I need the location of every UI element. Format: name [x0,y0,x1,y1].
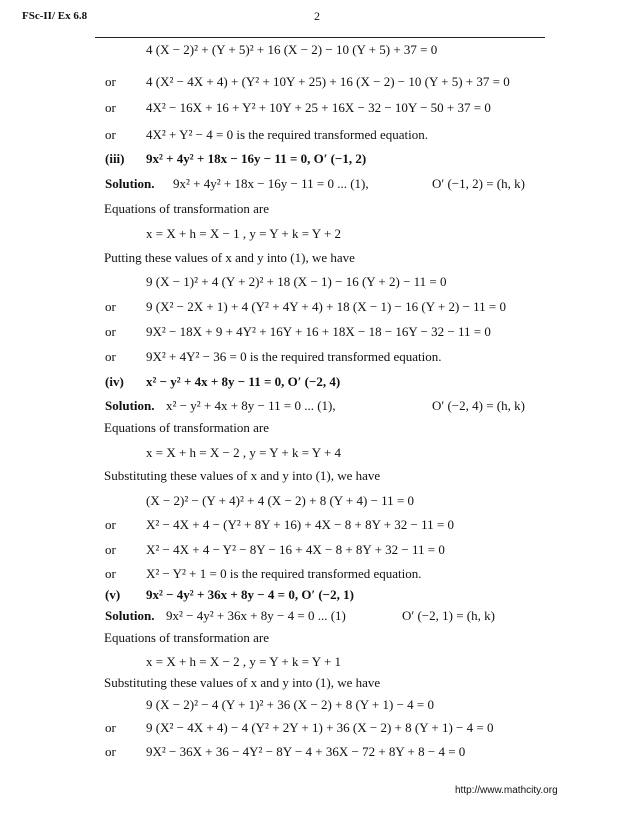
page-number: 2 [314,9,320,23]
origin-point: O′ (−1, 2) = (h, k) [432,176,525,191]
body-text: Equations of transformation are [104,420,269,435]
equation-text: 9 (X − 1)² + 4 (Y + 2)² + 18 (X − 1) − 16 (Y + 2) − 11 = 0 [146,274,447,289]
equation-text: x = X + h = X − 2 , y = Y + k = Y + 4 [146,445,342,460]
problem-statement: x² − y² + 4x + 8y − 11 = 0, O′ (−2, 4) [146,374,341,389]
solution-label: Solution. [105,176,155,191]
equation-text: X² − Y² + 1 = 0 is the required transformed equation. [146,566,422,581]
line-label: or [105,349,116,364]
problem-number: (iv) [105,374,124,389]
line-label: or [105,517,116,532]
equation-text: 9x² − 4y² + 36x + 8y − 4 = 0 ... (1) [166,608,346,623]
equation-text: X² − 4X + 4 − (Y² + 8Y + 16) + 4X − 8 + 8Y + 32 − 11 = 0 [146,517,454,532]
problem-number: (iii) [105,151,125,166]
equation-text: 9 (X − 2)² − 4 (Y + 1)² + 36 (X − 2) + 8 (Y + 1) − 4 = 0 [146,697,434,712]
header-divider [95,37,545,38]
equation-text: 4X² − 16X + 16 + Y² + 10Y + 25 + 16X − 32 − 10Y − 50 + 37 = 0 [146,100,491,115]
origin-point: O′ (−2, 1) = (h, k) [402,608,495,623]
equation-text: x² − y² + 4x + 8y − 11 = 0 ... (1), [166,398,336,413]
header-section: FSc-II/ Ex 6.8 [22,10,88,22]
line-label: or [105,74,116,89]
equation-text: 9x² + 4y² + 18x − 16y − 11 = 0 ... (1), [173,176,369,191]
body-text: Substituting these values of x and y into (1), we have [104,675,381,690]
equation-text: 4 (X − 2)² + (Y + 5)² + 16 (X − 2) − 10 (Y + 5) + 37 = 0 [146,42,438,57]
body-text: Substituting these values of x and y into (1), we have [104,468,381,483]
equation-text: (X − 2)² − (Y + 4)² + 4 (X − 2) + 8 (Y + 4) − 11 = 0 [146,493,415,508]
line-label: or [105,744,116,759]
equation-text: 9 (X² − 4X + 4) − 4 (Y² + 2Y + 1) + 36 (X − 2) + 8 (Y + 1) − 4 = 0 [146,720,494,735]
equation-text: 4 (X² − 4X + 4) + (Y² + 10Y + 25) + 16 (X − 2) − 10 (Y + 5) + 37 = 0 [146,74,510,89]
line-label: or [105,720,116,735]
solution-label: Solution. [105,398,155,413]
line-label: or [105,542,116,557]
equation-text: X² − 4X + 4 − Y² − 8Y − 16 + 4X − 8 + 8Y + 32 − 11 = 0 [146,542,445,557]
equation-text: 9X² + 4Y² − 36 = 0 is the required transformed equation. [146,349,442,364]
problem-number: (v) [105,587,121,602]
body-text: Putting these values of x and y into (1), we have [104,250,355,265]
equation-text: 9X² − 18X + 9 + 4Y² + 16Y + 16 + 18X − 18 − 16Y − 32 − 11 = 0 [146,324,491,339]
line-label: or [105,100,116,115]
equation-text: 9X² − 36X + 36 − 4Y² − 8Y − 4 + 36X − 72 + 8Y + 8 − 4 = 0 [146,744,466,759]
footer-url[interactable]: http://www.mathcity.org [455,785,558,796]
line-label: or [105,299,116,314]
equation-text: 9 (X² − 2X + 1) + 4 (Y² + 4Y + 4) + 18 (X − 1) − 16 (Y + 2) − 11 = 0 [146,299,506,314]
line-label: or [105,127,116,142]
equation-text: 4X² + Y² − 4 = 0 is the required transformed equation. [146,127,429,142]
line-label: or [105,566,116,581]
problem-statement: 9x² + 4y² + 18x − 16y − 11 = 0, O′ (−1, 2) [146,151,367,166]
body-text: Equations of transformation are [104,630,269,645]
origin-point: O′ (−2, 4) = (h, k) [432,398,525,413]
line-label: or [105,324,116,339]
solution-label: Solution. [105,608,155,623]
problem-statement: 9x² − 4y² + 36x + 8y − 4 = 0, O′ (−2, 1) [146,587,354,602]
body-text: Equations of transformation are [104,201,269,216]
equation-text: x = X + h = X − 1 , y = Y + k = Y + 2 [146,226,342,241]
equation-text: x = X + h = X − 2 , y = Y + k = Y + 1 [146,654,342,669]
